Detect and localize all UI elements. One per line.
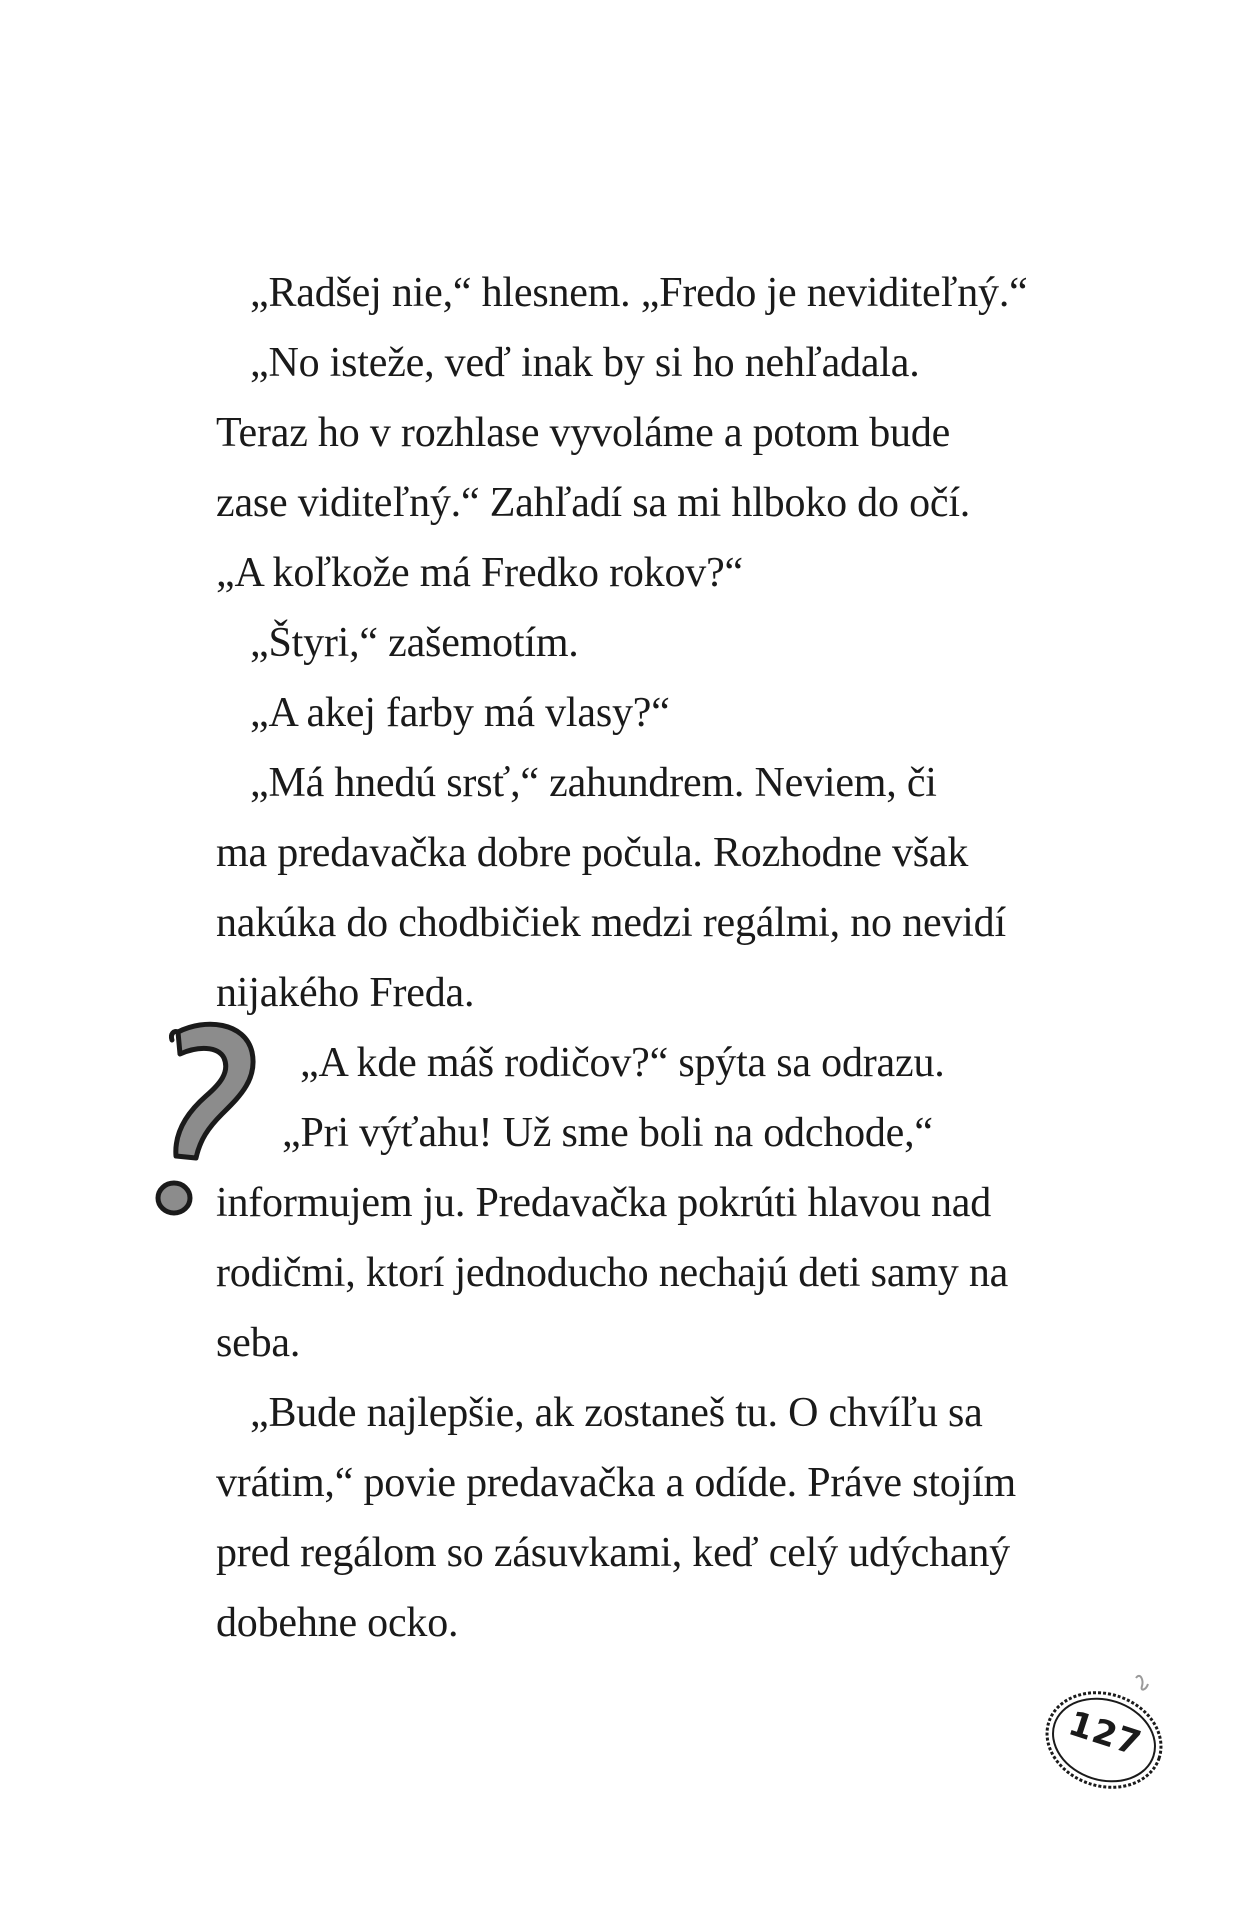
text-line: vrátim,“ povie predavačka a odíde. Práve stojím [216, 1460, 1016, 1506]
text-line: „A kde máš rodičov?“ spýta sa odrazu. [300, 1040, 945, 1086]
text-line: „A akej farby má vlasy?“ [250, 690, 670, 736]
question-mark-icon [150, 1010, 270, 1230]
page-number: 127 [1063, 1703, 1147, 1765]
text-line: „Pri výťahu! Už sme boli na odchode,“ [282, 1110, 933, 1156]
text-line: „A koľkože má Fredko rokov?“ [216, 550, 743, 596]
text-line: nijakého Freda. [216, 970, 475, 1016]
text-line: „No isteže, veď inak by si ho nehľadala. [250, 340, 920, 386]
text-line: nakúka do chodbičiek medzi regálmi, no nevidí [216, 900, 1006, 946]
text-line: rodičmi, ktorí jednoducho nechajú deti samy na [216, 1250, 1009, 1296]
text-line: „Má hnedú srsť,“ zahundrem. Neviem, či [250, 760, 937, 806]
text-line: dobehne ocko. [216, 1600, 459, 1646]
text-line: „Bude najlepšie, ak zostaneš tu. O chvíľu sa [250, 1390, 983, 1436]
text-line: Teraz ho v rozhlase vyvoláme a potom bude [216, 410, 951, 456]
text-line: seba. [216, 1320, 301, 1366]
story-text [216, 258, 1036, 1658]
text-line: „Radšej nie,“ hlesnem. „Fredo je neviditeľný.“ [250, 270, 1028, 316]
text-line: „Štyri,“ zašemotím. [250, 620, 579, 666]
text-line: zase viditeľný.“ Zahľadí sa mi hlboko do očí. [216, 480, 971, 526]
text-line: ma predavačka dobre počula. Rozhodne však [216, 830, 969, 876]
text-line: informujem ju. Predavačka pokrúti hlavou nad [216, 1180, 991, 1226]
text-line: pred regálom so zásuvkami, keď celý udýchaný [216, 1530, 1010, 1576]
